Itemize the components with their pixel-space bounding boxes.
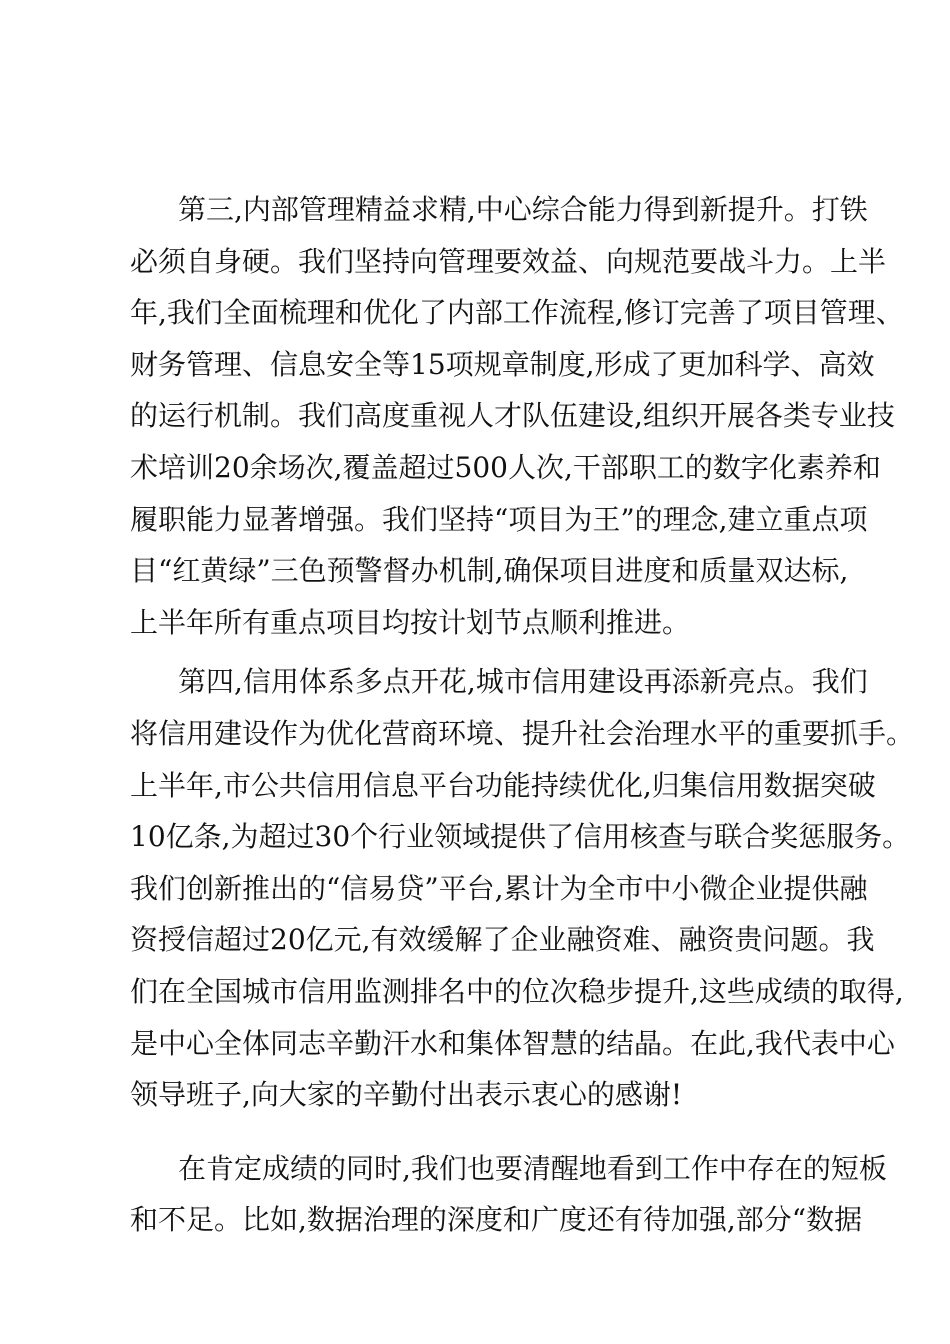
paragraph-line: 上半年,市公共信用信息平台功能持续优化,归集信用数据突破 [130, 768, 876, 802]
paragraph-line: 在肯定成绩的同时,我们也要清醒地看到工作中存在的短板 [178, 1151, 887, 1185]
document-body [130, 184, 915, 1246]
paragraph-line: 术培训20余场次,覆盖超过500人次,干部职工的数字化素养和 [130, 450, 881, 484]
paragraph-line: 是中心全体同志辛勤汗水和集体智慧的结晶。在此,我代表中心 [130, 1026, 895, 1060]
paragraph-line: 上半年所有重点项目均按计划节点顺利推进。 [130, 605, 691, 639]
paragraph-line: 将信用建设作为优化营商环境、提升社会治理水平的重要抓手。 [130, 716, 915, 750]
paragraph-line: 的运行机制。我们高度重视人才队伍建设,组织开展各类专业技 [130, 399, 895, 433]
paragraph-line: 履职能力显著增强。我们坚持“项目为王”的理念,建立重点项 [130, 502, 868, 536]
paragraph-line: 第三,内部管理精益求精,中心综合能力得到新提升。打铁 [178, 193, 868, 226]
paragraph-line: 10亿条,为超过30个行业领域提供了信用核查与联合奖惩服务。 [130, 820, 911, 854]
paragraph-line: 年,我们全面梳理和优化了内部工作流程,修订完善了项目管理、 [130, 296, 904, 330]
paragraph-line: 必须自身硬。我们坚持向管理要效益、向规范要战斗力。上半 [130, 244, 887, 278]
paragraph-line: 资授信超过20亿元,有效缓解了企业融资难、融资贵问题。我 [130, 923, 875, 957]
paragraph-line: 第四,信用体系多点开花,城市信用建设再添新亮点。我们 [178, 665, 868, 699]
paragraph-line: 们在全国城市信用监测排名中的位次稳步提升,这些成绩的取得, [130, 974, 904, 1008]
paragraph-gap [130, 648, 826, 656]
paragraph-line: 和不足。比如,数据治理的深度和广度还有待加强,部分“数据 [130, 1203, 863, 1237]
paragraph-line: 财务管理、信息安全等15项规章制度,形成了更加科学、高效 [130, 347, 875, 381]
paragraph-line: 目“红黄绿”三色预警督办机制,确保项目进度和质量双达标, [130, 554, 849, 588]
paragraph-line: 我们创新推出的“信易贷”平台,累计为全市中小微企业提供融 [130, 871, 868, 905]
paragraph-gap [130, 1121, 826, 1143]
paragraph-line: 领导班子,向大家的辛勤付出表示衷心的感谢! [130, 1078, 683, 1112]
